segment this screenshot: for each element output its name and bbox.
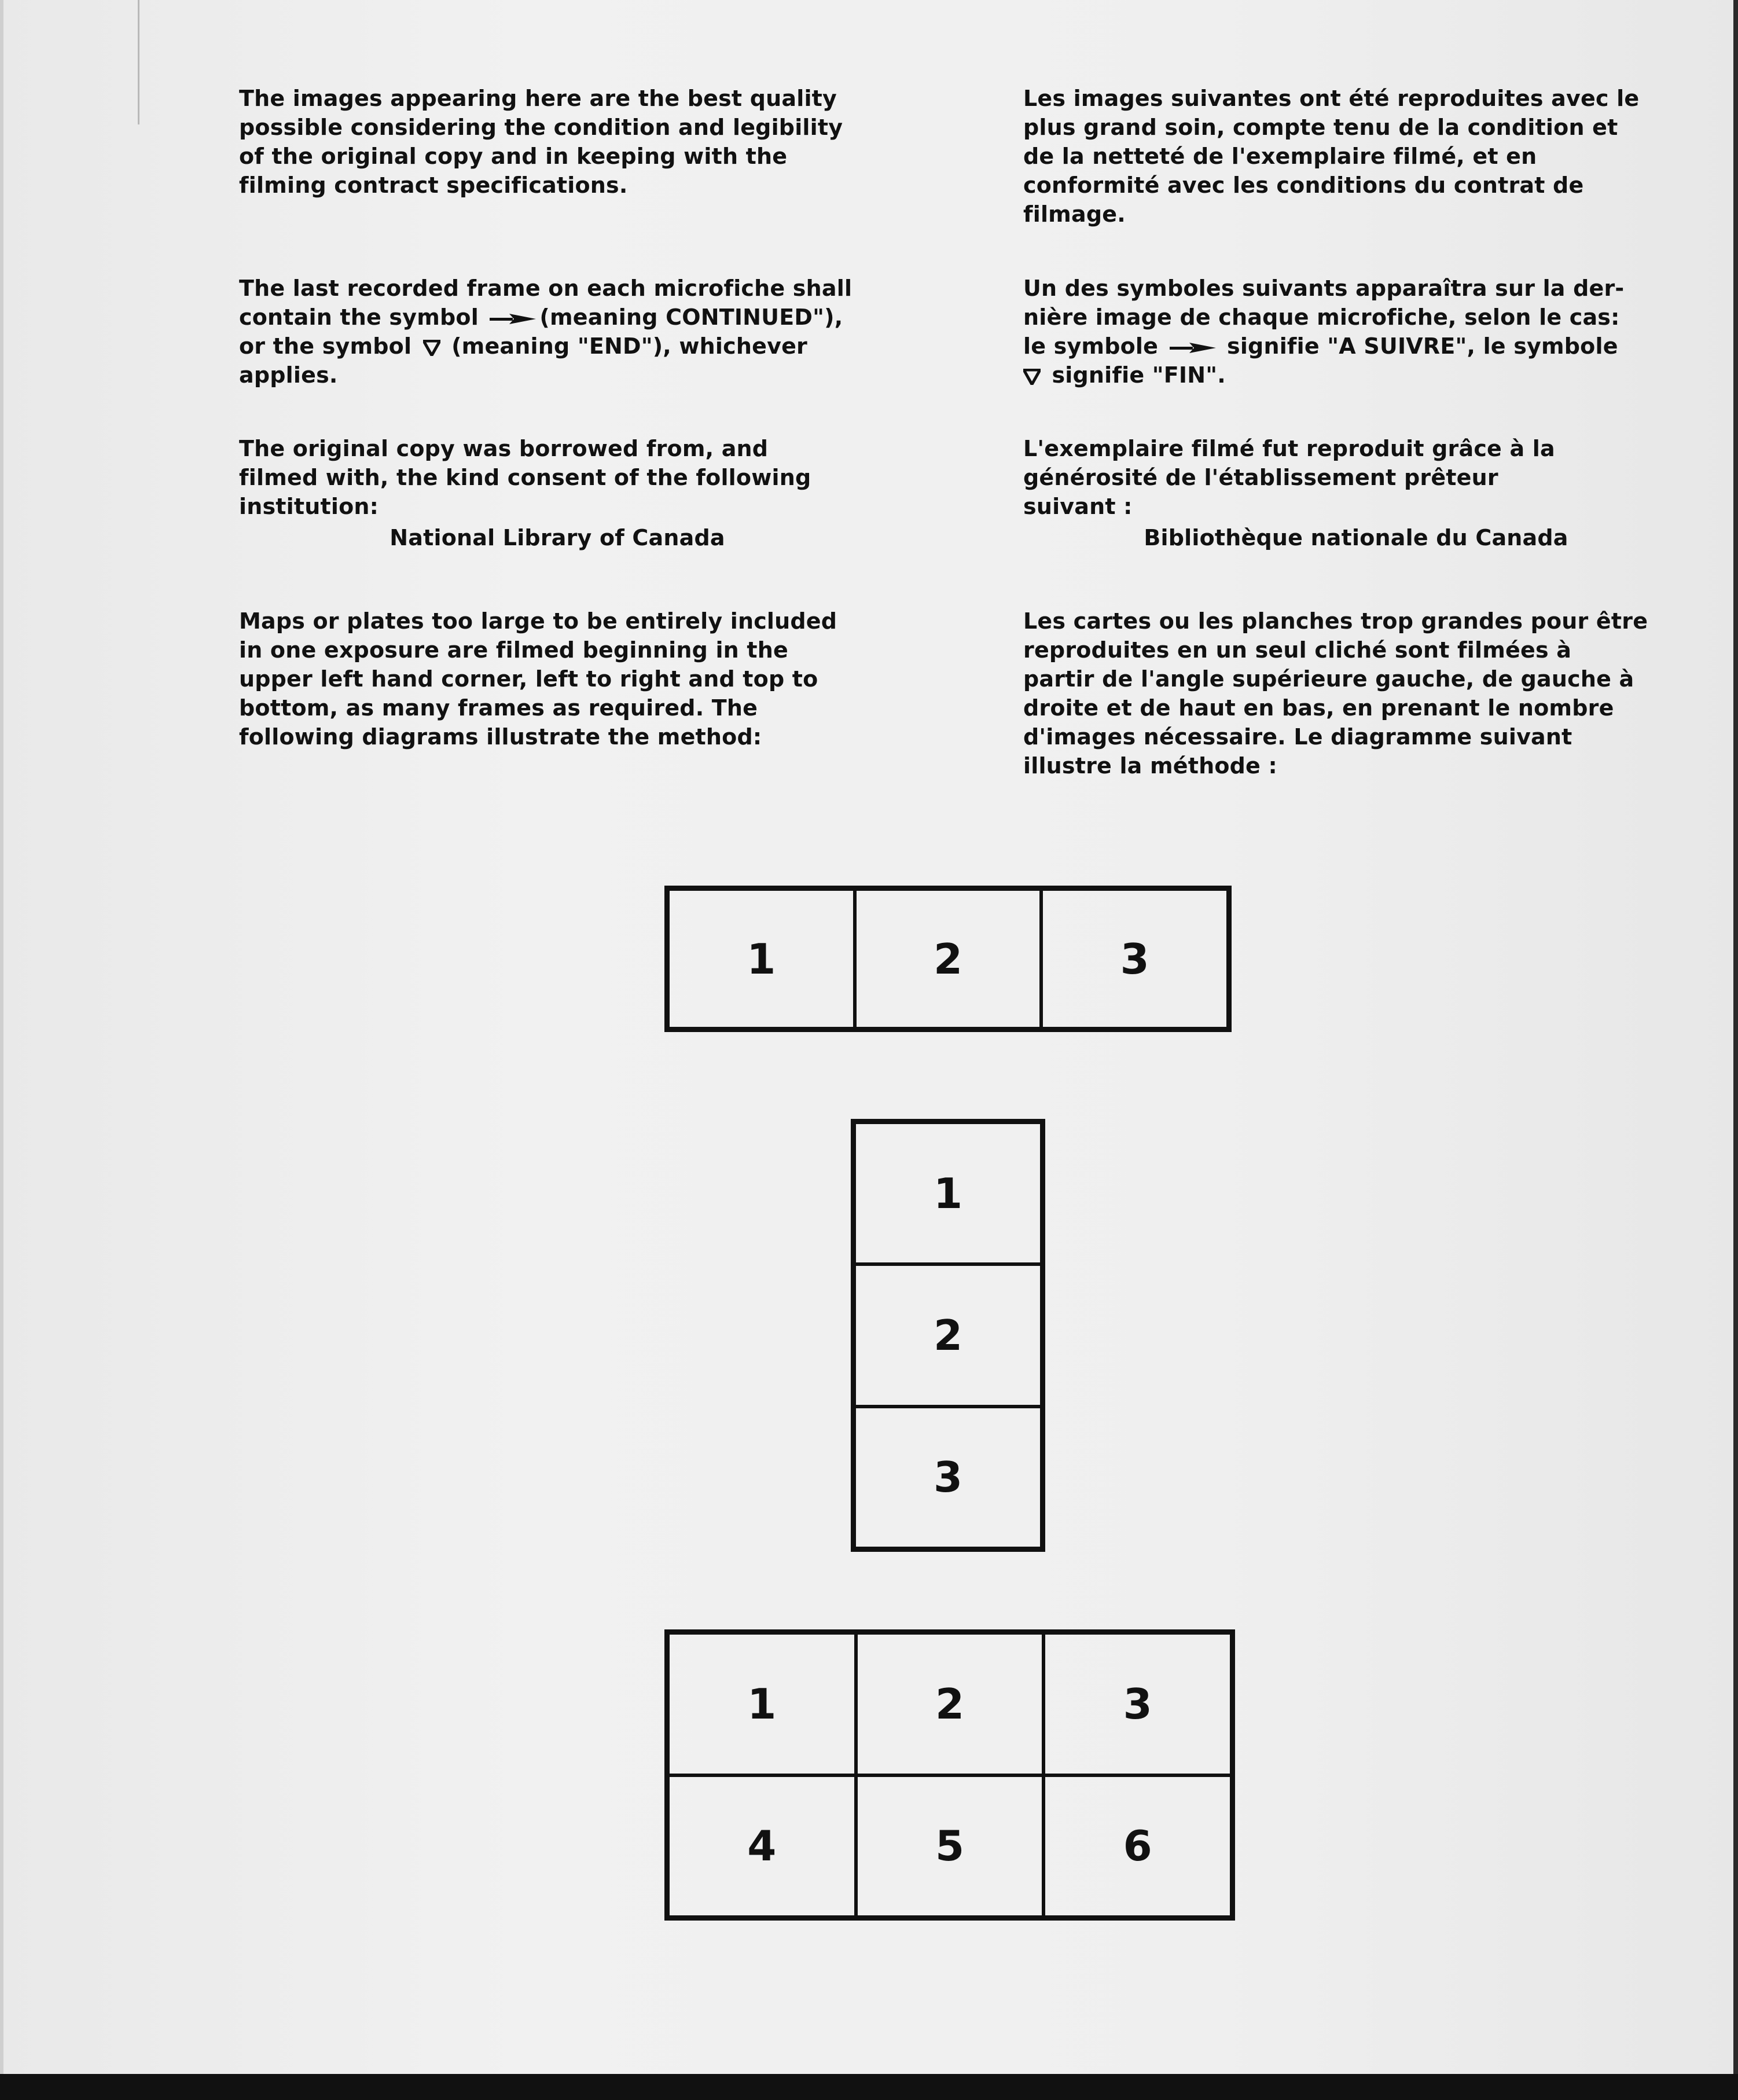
text-segment: signifie "FIN".	[1052, 362, 1226, 388]
grid-frames-diagram	[664, 1629, 1235, 1921]
institution-notice-fr	[1023, 434, 1689, 552]
text-line: Les cartes ou les planches trop grandes pour être	[1023, 608, 1648, 634]
text-line: following diagrams illustrate the method:	[239, 724, 762, 750]
maps-notice-fr	[1023, 607, 1689, 780]
text-line: in one exposure are filmed beginning in the	[239, 637, 788, 663]
text-line: filmed with, the kind consent of the following	[239, 465, 811, 490]
text-line: d'images nécessaire. Le diagramme suivant	[1023, 724, 1572, 750]
text-segment: (meaning CONTINUED"),	[539, 304, 843, 330]
text-segment: le symbole	[1023, 333, 1159, 359]
text-line	[1023, 361, 1689, 390]
text-line: filmage.	[1023, 201, 1126, 227]
text-line	[239, 332, 876, 361]
frame-cell: 3	[1041, 889, 1228, 1029]
text-line: plus grand soin, compte tenu de la condition et	[1023, 115, 1618, 140]
institution-notice-en	[239, 434, 876, 552]
frame-cell: 1	[668, 1633, 856, 1775]
text-line: The last recorded frame on each microfiche shall	[239, 276, 853, 301]
left-page-edge	[0, 0, 3, 2075]
frame-cell: 2	[854, 1264, 1042, 1406]
text-line: reproduites en un seul cliché sont filmées à	[1023, 637, 1572, 663]
text-line: filming contract specifications.	[239, 172, 628, 198]
text-line: institution:	[239, 494, 379, 519]
frame-cell: 3	[1043, 1633, 1232, 1775]
text-line	[1023, 332, 1689, 361]
horizontal-frames-diagram	[664, 886, 1232, 1032]
text-line: applies.	[239, 362, 338, 388]
quality-notice-fr	[1023, 84, 1689, 229]
text-line: droite et de haut en bas, en prenant le nombre	[1023, 695, 1614, 721]
text-line: nière image de chaque microfiche, selon le cas:	[1023, 304, 1620, 330]
right-page-edge	[1733, 0, 1738, 2075]
institution-name-en: National Library of Canada	[390, 525, 725, 550]
text-segment: (meaning "END"), whichever	[451, 333, 807, 359]
frame-cell: 2	[856, 1633, 1044, 1775]
text-segment: signifie "A SUIVRE", le symbole	[1227, 333, 1618, 359]
text-line: illustre la méthode :	[1023, 753, 1277, 779]
frame-cell: 1	[854, 1122, 1042, 1264]
arrow-icon	[490, 313, 536, 325]
frame-cell: 2	[855, 889, 1042, 1029]
frame-cell: 1	[668, 889, 855, 1029]
text-segment: or the symbol	[239, 333, 412, 359]
quality-notice-en	[239, 84, 876, 200]
text-line: possible considering the condition and legibility	[239, 115, 843, 140]
maps-notice-en	[239, 607, 876, 751]
text-line: The images appearing here are the best quality	[239, 86, 837, 111]
text-line: L'exemplaire filmé fut reproduit grâce à la	[1023, 436, 1555, 461]
bottom-page-edge	[0, 2074, 1738, 2100]
frame-cell: 5	[856, 1775, 1044, 1918]
frame-cell: 6	[1043, 1775, 1232, 1918]
text-line: Un des symboles suivants apparaîtra sur la der-	[1023, 276, 1625, 301]
frame-cell: 3	[854, 1407, 1042, 1548]
text-line: partir de l'angle supérieure gauche, de gauche à	[1023, 666, 1634, 692]
arrow-icon	[1170, 342, 1216, 354]
institution-name-fr: Bibliothèque nationale du Canada	[1144, 525, 1568, 550]
symbol-notice-fr	[1023, 274, 1689, 390]
text-line: de la netteté de l'exemplaire filmé, et en	[1023, 144, 1537, 169]
text-line: Maps or plates too large to be entirely included	[239, 608, 837, 634]
text-line: Les images suivantes ont été reproduites avec le	[1023, 86, 1640, 111]
text-line: upper left hand corner, left to right and top to	[239, 666, 818, 692]
text-line: conformité avec les conditions du contrat de	[1023, 172, 1584, 198]
vertical-frames-diagram	[851, 1119, 1045, 1552]
text-line: bottom, as many frames as required. The	[239, 695, 758, 721]
text-segment: contain the symbol	[239, 304, 479, 330]
inverted-triangle-icon	[1023, 369, 1041, 385]
text-line: suivant :	[1023, 494, 1133, 519]
text-line: The original copy was borrowed from, and	[239, 436, 769, 461]
text-line: of the original copy and in keeping with the	[239, 144, 788, 169]
left-edge-mark	[138, 0, 139, 124]
text-line	[239, 303, 876, 332]
inverted-triangle-icon	[423, 340, 440, 356]
symbol-notice-en	[239, 274, 876, 390]
frame-cell: 4	[668, 1775, 856, 1918]
text-line: générosité de l'établissement prêteur	[1023, 465, 1498, 490]
